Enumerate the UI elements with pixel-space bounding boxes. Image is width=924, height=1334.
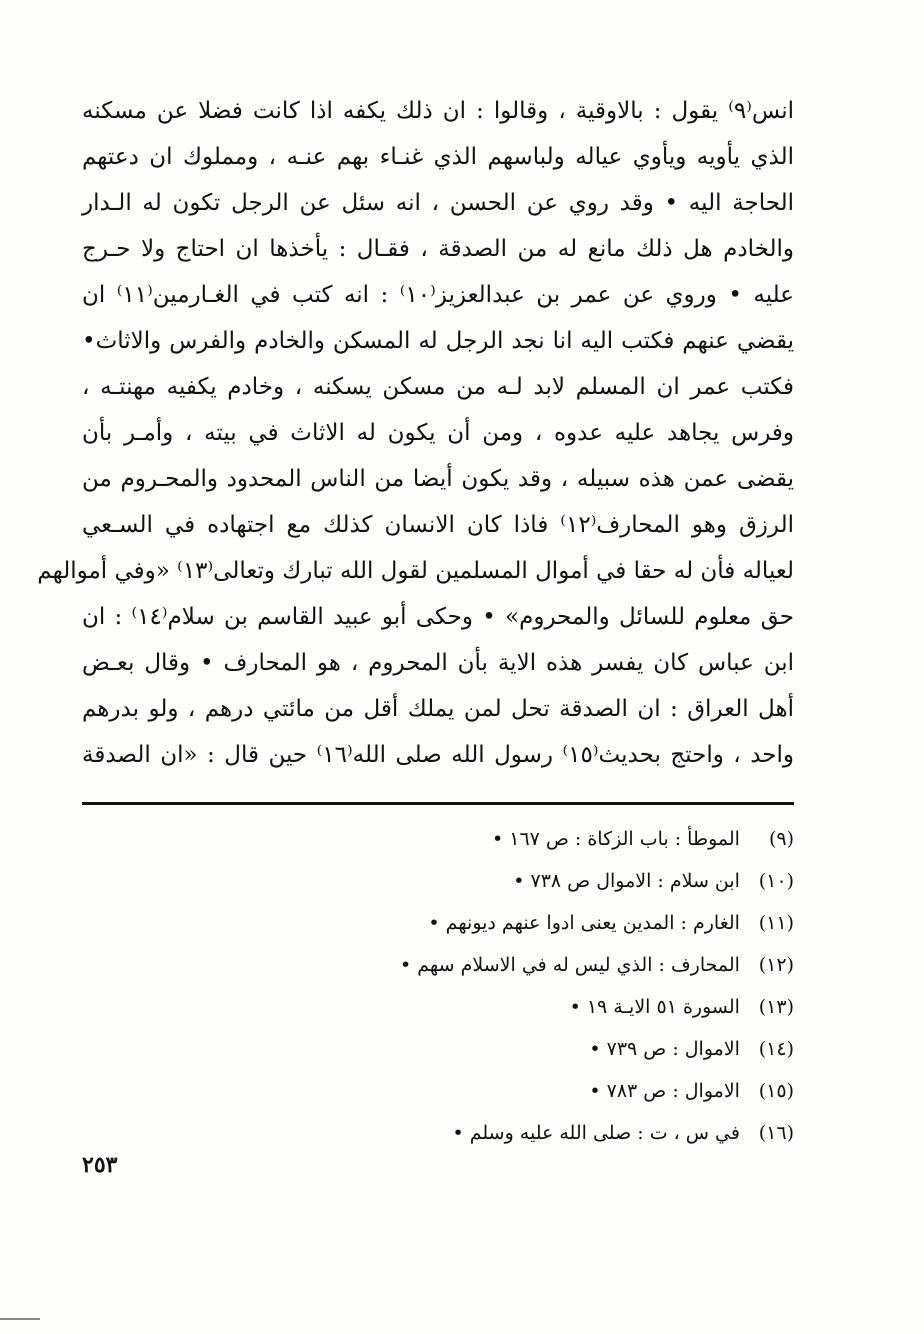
text-line: عليه • وروي عن عمر بن عبدالعزيز⁽١٠⁾ : انه كتب في الغـارمين⁽١١⁾ ان bbox=[82, 282, 794, 308]
footnote bbox=[120, 1028, 794, 1070]
footnote-text: الاموال : ص ٧٣٩ • bbox=[589, 1038, 740, 1060]
scan-edge-mark bbox=[0, 1318, 40, 1320]
text-line: حق معلوم للسائل والمحروم» • وحكى أبو عبيد القاسم بن سلام⁽١٤⁾ : ان bbox=[82, 604, 794, 630]
footnotes bbox=[120, 818, 794, 1154]
footnote-text: السورة ٥١ الايـة ١٩ • bbox=[569, 996, 740, 1018]
footnote-text: المحارف : الذي ليس له في الاسلام سهم • bbox=[400, 954, 740, 976]
text-line: أهل العراق : ان الصدقة تحل لمن يملك أقل من مائتي درهم ، ولو بدرهم bbox=[82, 696, 794, 722]
text-line: فكتب عمر ان المسلم لابد لـه من مسكن يسكنه ، وخادم يكفيه مهنتـه ، bbox=[82, 374, 794, 400]
footnote bbox=[120, 860, 794, 902]
footnote-text: الاموال : ص ٧٨٣ • bbox=[589, 1080, 740, 1102]
footnote bbox=[120, 1112, 794, 1154]
footnote-number: (١١) bbox=[758, 912, 794, 934]
text-line: لعياله فأن له حقا في أموال المسلمين لقول الله تبارك وتعالى⁽١٣⁾ «وفي أموالهم bbox=[37, 558, 794, 584]
text-line: وفرس يجاهد عليه عدوه ، ومن أن يكون له الاثاث في بيته ، وأمـر بأن bbox=[82, 420, 794, 446]
footnote-number: (١٥) bbox=[758, 1080, 794, 1102]
text-line: يقضي عنهم فكتب اليه انا نجد الرجل له المسكن والخادم والفرس والاثاث• bbox=[82, 328, 794, 354]
footnote-number: (١٣) bbox=[758, 996, 794, 1018]
footnote bbox=[120, 986, 794, 1028]
footnote-number: (١٦) bbox=[758, 1122, 794, 1144]
text-line: انس⁽٩⁾ يقول : بالاوقية ، وقالوا : ان ذلك يكفه اذا كانت فضلا عن مسكنه bbox=[82, 98, 794, 124]
footnote-text: الموطأ : باب الزكاة : ص ١٦٧ • bbox=[491, 828, 740, 850]
footnote bbox=[120, 1070, 794, 1112]
text-line: الحاجة اليه • وقد روي عن الحسن ، انه سئل عن الرجل تكون له الـدار bbox=[82, 190, 794, 216]
footnote bbox=[120, 818, 794, 860]
page-number: ٢٥٣ bbox=[82, 1152, 118, 1178]
text-line: ابن عباس كان يفسر هذه الاية بأن المحروم ، هو المحارف • وقال بعـض bbox=[82, 650, 794, 676]
footnote-number: (١٢) bbox=[758, 954, 794, 976]
text-line: والخادم هل ذلك مانع له من الصدقة ، فقـال : يأخذها ان احتاج ولا حـرج bbox=[82, 236, 794, 262]
footnote-text: ابن سلام : الاموال ص ٧٣٨ • bbox=[513, 870, 740, 892]
text-line: الرزق وهو المحارف⁽١٢⁾ فاذا كان الانسان كذلك مع اجتهاده في السـعي bbox=[82, 512, 794, 538]
text-line: واحد ، واحتج بحديث⁽١٥⁾ رسول الله صلى الله⁽١٦⁾ حين قال : «ان الصدقة bbox=[82, 742, 794, 768]
text-line: يقضى عمن هذه سبيله ، وقد يكون أيضا من الناس المحدود والمحـروم من bbox=[82, 466, 794, 492]
footnote-number: (١٤) bbox=[758, 1038, 794, 1060]
footnote-number: (٩) bbox=[768, 828, 794, 850]
footnote-divider bbox=[82, 802, 794, 805]
footnote-text: الغارم : المدين يعنى ادوا عنهم ديونهم • bbox=[428, 912, 740, 934]
footnote bbox=[120, 944, 794, 986]
footnote-text: في س ، ت : صلى الله عليه وسلم • bbox=[452, 1122, 740, 1144]
main-text bbox=[37, 88, 794, 778]
text-line: الذي يأويه ويأوي عياله ولباسهم الذي غنـاء بهم عنـه ، ومملوك ان دعتهم bbox=[82, 144, 794, 170]
footnote bbox=[120, 902, 794, 944]
footnote-number: (١٠) bbox=[758, 870, 794, 892]
